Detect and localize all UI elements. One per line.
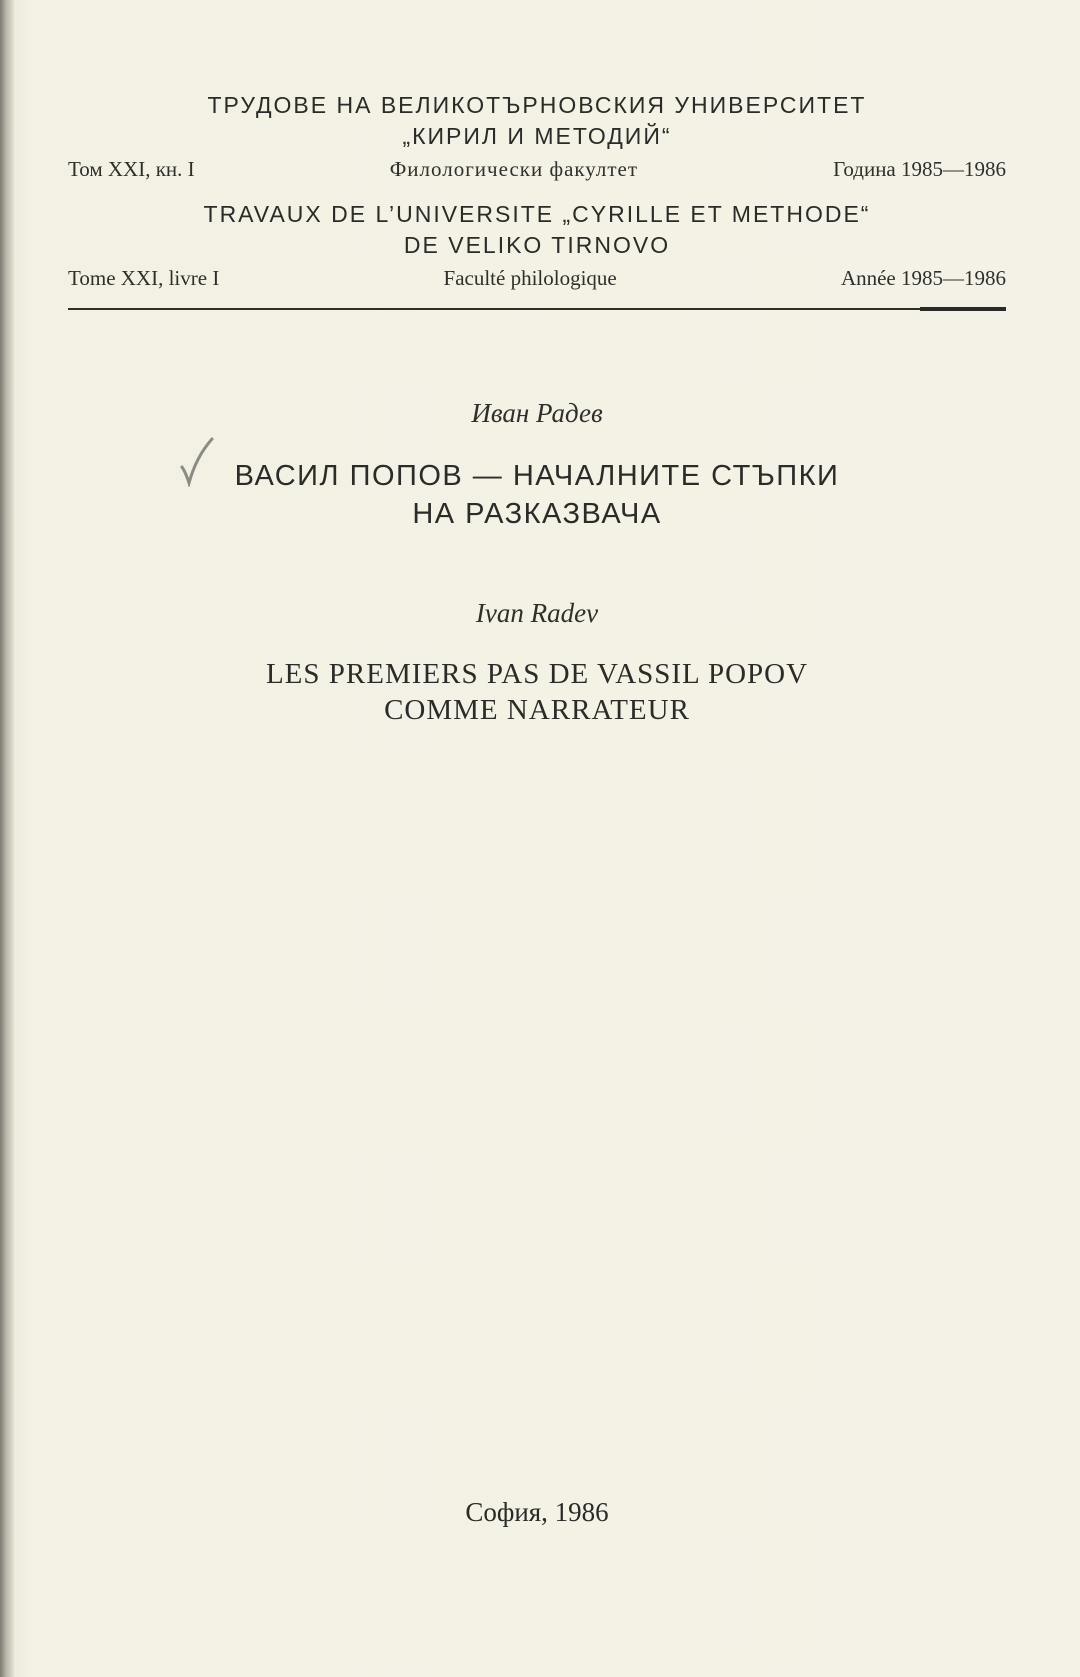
header-divider-thick-end xyxy=(920,307,1006,311)
university-patrons-bg: „КИРИЛ И МЕТОДИЙ“ xyxy=(402,123,672,149)
article-title-bg xyxy=(68,457,1006,533)
volume-row-fr xyxy=(68,266,1006,291)
header-bulgarian xyxy=(68,92,1006,182)
year-label-bg: Година 1985—1986 xyxy=(833,157,1006,181)
article-title-fr-line1: LES PREMIERS PAS DE VASSIL POPOV xyxy=(265,658,809,690)
header-divider xyxy=(68,308,1006,310)
imprint-place-year: София, 1986 xyxy=(465,1497,609,1527)
header-french xyxy=(68,201,1006,291)
faculty-label-bg: Филологически факултет xyxy=(389,157,639,181)
university-name-fr: TRAVAUX DE L’UNIVERSITE „CYRILLE ET METHODE“ xyxy=(203,201,871,227)
volume-label-bg: Том XXI, кн. I xyxy=(68,157,195,181)
book-spine-shadow xyxy=(0,0,14,1677)
volume-label-fr: Tome XXI, livre I xyxy=(68,266,220,290)
university-name-bg: ТРУДОВЕ НА ВЕЛИКОТЪРНОВСКИЯ УНИВЕРСИТЕТ xyxy=(207,92,867,118)
faculty-label-fr: Faculté philologique xyxy=(443,266,617,290)
article-title-fr-line2: COMME NARRATEUR xyxy=(384,694,690,726)
university-city-fr: DE VELIKO TIRNOVO xyxy=(403,232,671,258)
author-bg: Иван Радев xyxy=(471,398,603,428)
article-title-bg-line1: ВАСИЛ ПОПОВ — НАЧАЛНИТЕ СТЪПКИ xyxy=(234,460,840,492)
year-label-fr: Année 1985—1986 xyxy=(840,266,1006,290)
volume-row-bg xyxy=(68,157,1006,182)
article-title-bg-line2: НА РАЗКАЗВАЧА xyxy=(412,498,662,530)
author-fr: Ivan Radev xyxy=(475,598,599,628)
article-title-fr xyxy=(68,656,1006,728)
